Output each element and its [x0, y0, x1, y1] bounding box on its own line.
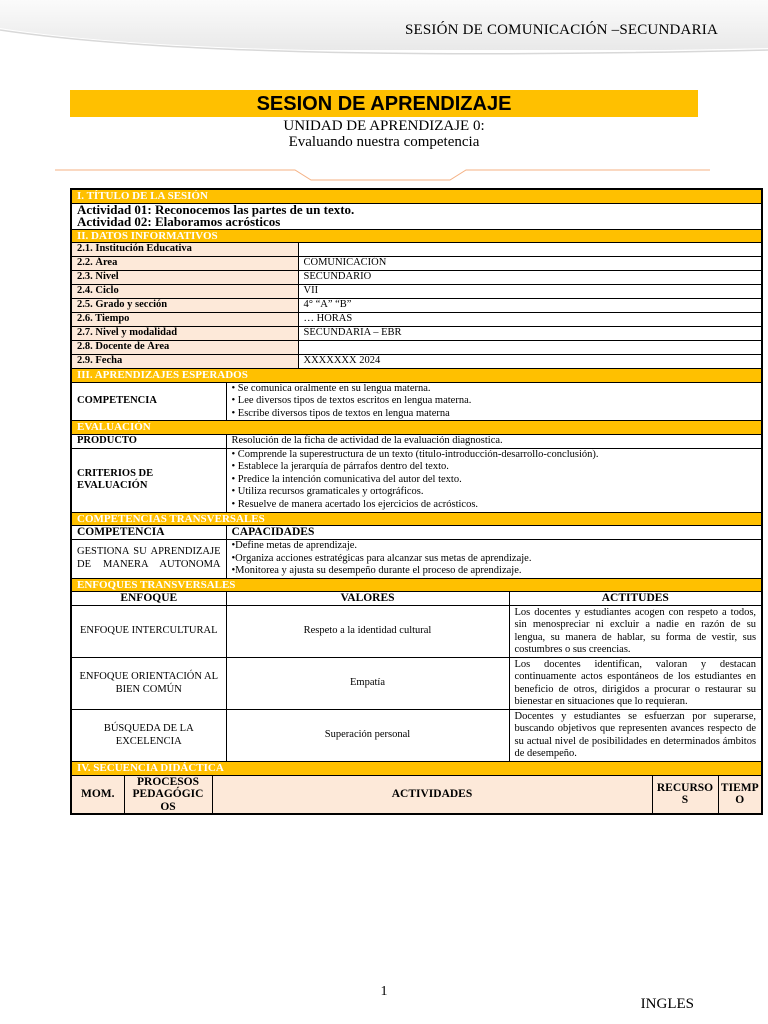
enfoque-valor: Respeto a la identidad cultural — [226, 606, 509, 658]
section-evaluacion — [71, 421, 762, 435]
enfoque-name: ENFOQUE INTERCULTURAL — [71, 606, 226, 658]
column-header: VALORES — [226, 592, 509, 606]
enfoque-row — [71, 606, 762, 658]
column-header: TIEMP O — [718, 775, 762, 814]
column-header: ACTIVIDADES — [212, 775, 652, 814]
list-item: • Predice la intención comunicativa del autor del texto. — [231, 473, 462, 485]
comp-trans-header-row — [71, 526, 762, 540]
enfoque-row — [71, 658, 762, 710]
competencia-row — [71, 382, 762, 421]
list-item: • Utiliza recursos gramaticales y ortográficos. — [231, 486, 424, 498]
section-competencias-transversales — [71, 512, 762, 526]
producto-row — [71, 434, 762, 448]
section-heading: IV. SECUENCIA DIDÁCTICA — [71, 762, 762, 776]
datos-label: 2.2. Área — [71, 257, 298, 271]
comp-trans-competencia: GESTIONA SU APRENDIZAJE DE MANERA AUTONOMA — [71, 540, 226, 579]
activities-row — [71, 203, 762, 229]
enfoque-valor: Empatía — [226, 658, 509, 710]
datos-value: COMUNICACIÓN — [298, 257, 762, 271]
page-number: 1 — [380, 984, 388, 999]
section-titulo — [71, 189, 762, 203]
footer-text: INGLES — [640, 996, 694, 1012]
enfoque-valor: Superación personal — [226, 710, 509, 762]
datos-value: 4° “A” “B” — [298, 299, 762, 313]
column-header: CAPACIDADES — [226, 526, 762, 540]
criterios-row — [71, 448, 762, 512]
datos-value — [298, 341, 762, 355]
column-header: MOM. — [71, 775, 124, 814]
activity-1: Actividad 01: Reconocemos las partes de un texto. — [77, 203, 355, 217]
unit-title: UNIDAD DE APRENDIZAJE 0: — [283, 118, 485, 134]
list-item: • Resuelve de manera acertado los ejercicios de acrósticos. — [231, 498, 479, 510]
datos-row — [71, 313, 762, 327]
producto-value: Resolución de la ficha de actividad de la evaluación diagnostica. — [226, 434, 762, 448]
datos-row — [71, 257, 762, 271]
list-item: •Organiza acciones estratégicas para alcanzar sus metas de aprendizaje. — [231, 552, 532, 564]
capacidades-list — [226, 540, 762, 579]
datos-value: SECUNDARIA – EBR — [298, 327, 762, 341]
enfoque-name: BÚSQUEDA DE LA EXCELENCIA — [71, 710, 226, 762]
enfoque-actitud: Los docentes identifican, valoran y destacan continuamente actos espontáneos de los estudiantes en beneficio de otros, dirigidos a procurar o restaurar su bienestar en situaciones que lo requieran. — [509, 658, 762, 710]
datos-label: 2.1. Institución Educativa — [71, 243, 298, 257]
section-aprendizajes — [71, 369, 762, 383]
header-title: SESIÓN DE COMUNICACIÓN –SECUNDARIA — [404, 22, 718, 38]
list-item: •Define metas de aprendizaje. — [231, 540, 358, 551]
list-item: • Se comunica oralmente en su lengua materna. — [231, 382, 431, 394]
list-item: • Establece la jerarquía de párrafos dentro del texto. — [231, 461, 449, 473]
datos-row — [71, 355, 762, 369]
competencia-list — [226, 382, 762, 421]
column-header: ACTITUDES — [509, 592, 762, 606]
competencia-label: COMPETENCIA — [71, 382, 226, 421]
datos-label: 2.3. Nivel — [71, 271, 298, 285]
datos-row — [71, 271, 762, 285]
page-title: SESION DE APRENDIZAJE — [70, 90, 698, 117]
datos-label: 2.8. Docente de Área — [71, 341, 298, 355]
activities-cell — [71, 203, 762, 229]
session-table — [70, 188, 763, 815]
section-secuencia — [71, 762, 762, 776]
column-header: RECURSO S — [652, 775, 718, 814]
datos-value: SECUNDARIO — [298, 271, 762, 285]
datos-value: … HORAS — [298, 313, 762, 327]
datos-label: 2.9. Fecha — [71, 355, 298, 369]
datos-row — [71, 341, 762, 355]
section-heading: III. APRENDIZAJES ESPERADOS — [71, 369, 762, 383]
datos-row — [71, 299, 762, 313]
section-datos — [71, 229, 762, 243]
datos-row — [71, 285, 762, 299]
enfoque-row — [71, 710, 762, 762]
datos-label: 2.7. Nivel y modalidad — [71, 327, 298, 341]
column-header: COMPETENCIA — [71, 526, 226, 540]
criterios-list — [226, 448, 762, 512]
enfoque-actitud: Docentes y estudiantes se esfuerzan por superarse, buscando objetivos que representen avances respecto de su actual nivel de posibilidades en determinados ámbitos de desempeño. — [509, 710, 762, 762]
datos-label: 2.6. Tiempo — [71, 313, 298, 327]
criterios-label: CRITERIOS DE EVALUACIÓN — [71, 448, 226, 512]
enfoque-actitud: Los docentes y estudiantes acogen con respeto a todos, sin menospreciar ni excluir a nadie en razón de su lengua, su manera de hablar, su forma de vestir, sus costumbres o sus creencias. — [509, 606, 762, 658]
list-item: • Lee diversos tipos de textos escritos en lengua materna. — [231, 395, 472, 406]
list-item: • Escribe diversos tipos de textos en lengua materna — [231, 407, 450, 419]
activity-2: Actividad 02: Elaboramos acrósticos — [77, 214, 281, 229]
section-heading: COMPETENCIAS TRANSVERSALES — [71, 512, 762, 526]
list-item: • Comprende la superestructura de un texto (titulo-introducción-desarrollo-conclusión). — [231, 448, 599, 460]
datos-row — [71, 327, 762, 341]
datos-label: 2.4. Ciclo — [71, 285, 298, 299]
comp-trans-row — [71, 540, 762, 579]
section-heading: I. TÍTULO DE LA SESIÓN — [71, 189, 762, 203]
datos-value: XXXXXXX 2024 — [298, 355, 762, 369]
column-header: ENFOQUE — [71, 592, 226, 606]
enfoques-header-row — [71, 592, 762, 606]
secuencia-header-row — [71, 775, 762, 814]
list-item: •Monitorea y ajusta su desempeño durante el proceso de aprendizaje. — [231, 565, 522, 576]
section-enfoques-transversales — [71, 578, 762, 592]
decorative-divider — [55, 163, 710, 183]
section-heading: EVALUACIÓN — [71, 421, 762, 435]
datos-row — [71, 243, 762, 257]
column-header: PROCESOS PEDAGÓGIC OS — [124, 775, 212, 814]
producto-label: PRODUCTO — [71, 434, 226, 448]
section-heading: II. DATOS INFORMATIVOS — [71, 229, 762, 243]
page-header — [0, 0, 768, 50]
datos-value — [298, 243, 762, 257]
unit-subtitle: Evaluando nuestra competencia — [288, 134, 480, 150]
datos-label: 2.5. Grado y sección — [71, 299, 298, 313]
datos-value: VII — [298, 285, 762, 299]
section-heading: ENFOQUES TRANSVERSALES — [71, 578, 762, 592]
enfoque-name: ENFOQUE ORIENTACIÓN AL BIEN COMÚN — [71, 658, 226, 710]
